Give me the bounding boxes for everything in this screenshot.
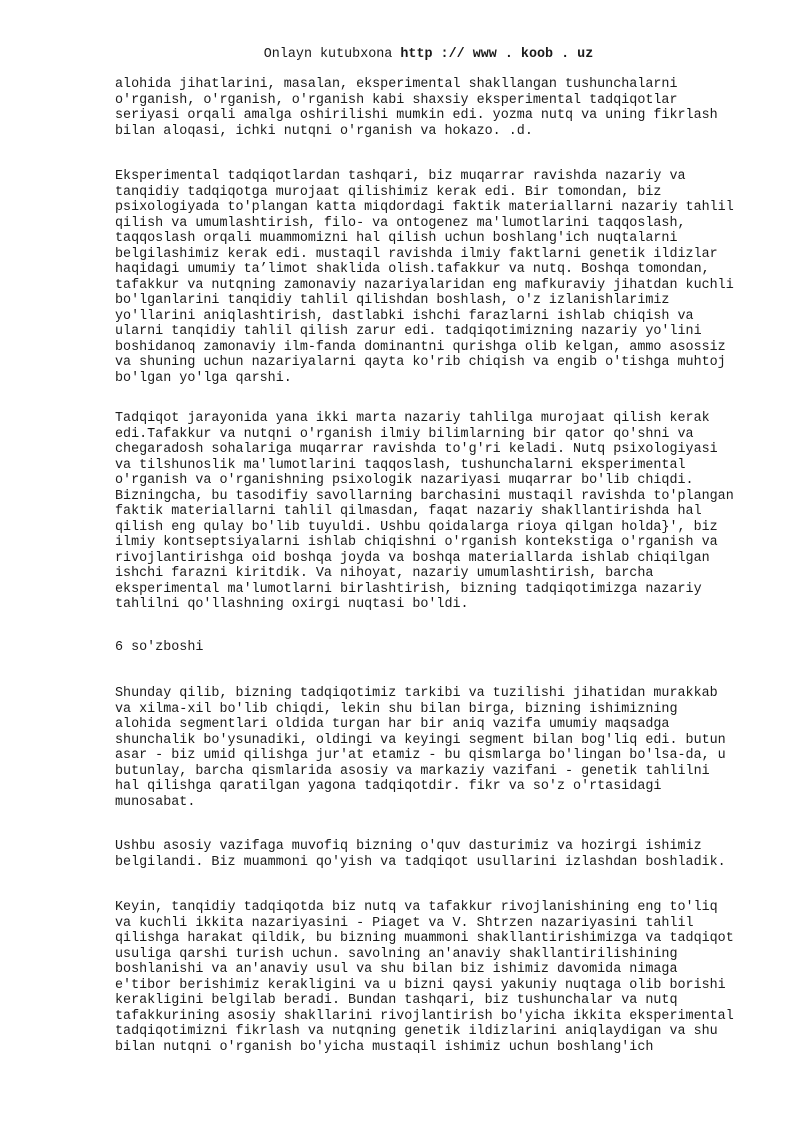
paragraph-6: Keyin, tanqidiy tadqiqotda biz nutq va tafakkur rivojlanishining eng to'liq va kuchli ikkita nazariyasini - Piaget va V. Shtrzen nazariyasini tahlil qilishga harakat qildik, bu bizning muammoni shakllantirishimizga va tadqiqot usuliga qarshi turish uchun. savolning an'anaviy shakllantirilishining boshlanishi va an'anaviy usul va shu bilan biz ishimiz davomida nimaga e'tibor berishimiz kerakligini va u bizni qaysi yakuniy nuqtaga olib borishi kerakligini belgilab beradi. Bundan tashqari, biz tushunchalar va nutq tafakkurining asosiy shakllarini rivojlantirish bo'yicha ikkita eksperimental tadqiqotimizni fikrlash va nutqning genetik ildizlarini aniqlaydigan va shu bilan nutqni o'rganish bo'yicha mustaqil ishimiz uchun boshlang'ich: [115, 900, 734, 1055]
paragraph-2: Eksperimental tadqiqotlardan tashqari, biz muqarrar ravishda nazariy va tanqidiy tadqiqotga murojaat qilishimiz kerak edi. Bir tomondan, biz psixologiyada to'plangan katta miqdordagi faktik materiallarni nazariy tahlil qilish va umumlashtirish, filo- va ontogenez ma'lumotlarini taqqoslash, taqqoslash orqali muammomizni hal qilish uchun boshlang'ich nuqtalarni belgilashimiz kerak edi. mustaqil ravishda ilmiy faktlarni genetik ildizlar haqidagi umumiy ta’limot shaklida olish.tafakkur va nutq. Boshqa tomondan, tafakkur va nutqning zamonaviy nazariyalaridan eng mafkuraviy jihatdan kuchli bo'lganlarini tanqidiy tahlil qilishdan boshlash, o'z izlanishlarimiz yo'llarini aniqlashtirish, dastlabki ishchi farazlarni ishlab chiqish va ularni tanqidiy tahlil qilish zarur edi. tadqiqotimizning nazariy yo'lini boshidanoq zamonaviy ilm-fanda dominantni qurishga olib kelgan, ammo asossiz va shuning uchun nazariyalarni qayta ko'rib chiqish va engib o'tishga muhtoj bo'lgan yo'lga qarshi.: [115, 169, 734, 386]
page-header: [0, 47, 800, 63]
paragraph-1: alohida jihatlarini, masalan, eksperimental shakllangan tushunchalarni o'rganish, o'rganish, o'rganish kabi shaxsiy eksperimental tadqiqotlar seriyasi orqali amalga oshirilishi mumkin edi. yozma nutq va uning fikrlash bilan aloqasi, ichki nutqni o'rganish va hokazo. .d.: [115, 77, 718, 139]
section-heading: 6 so'zboshi: [115, 640, 204, 655]
paragraph-4: Shunday qilib, bizning tadqiqotimiz tarkibi va tuzilishi jihatidan murakkab va xilma-xil bo'lib chiqdi, lekin shu bilan birga, bizning ishimizning alohida segmentlari oldida turgan har bir aniq vazifa umumiy maqsadga shunchalik bo'ysunadiki, oldingi va keyingi segment bilan bog'liq edi. butun asar - biz umid qilishga jur'at etamiz - bu qismlarga bo'lingan bo'lsa-da, u butunlay, barcha qismlarida asosiy va markaziy vazifani - genetik tahlilni hal qilishga qaratilgan yagona tadqiqotdir. fikr va so'z o'rtasidagi munosabat.: [115, 686, 726, 810]
paragraph-3: Tadqiqot jarayonida yana ikki marta nazariy tahlilga murojaat qilish kerak edi.Tafakkur va nutqni o'rganish ilmiy bilimlarning bir qator qo'shni va chegaradosh sohalariga muqarrar ravishda to'g'ri keladi. Nutq psixologiyasi va tilshunoslik ma'lumotlarini taqqoslash, tushunchalarni eksperimental o'rganish va o'rganishning psixologik nazariyasi muqarrar bo'lib chiqdi. Bizningcha, bu tasodifiy savollarning barchasini mustaqil ravishda to'plangan faktik materiallarni tahlil qilmasdan, faqat nazariy shakllantirishda hal qilish eng qulay bo'lib tuyuldi. Ushbu qoidalarga rioya qilgan holda}', biz ilmiy kontseptsiyalarni ishlab chiqishni o'rganish kontekstiga o'rganish va rivojlantirishga oid boshqa joyda va boshqa materiallarda ishlab chiqilgan ishchi farazni kiritdik. Va nihoyat, nazariy umumlashtirish, barcha eksperimental ma'lumotlarni birlashtirish, bizning tadqiqotimizga nazariy tahlilni qo'llashning oxirgi nuqtasi bo'ldi.: [115, 411, 734, 612]
header-site-name: Onlayn kutubxona: [263, 47, 401, 62]
header-url: http :// www . koob . uz: [400, 47, 594, 62]
paragraph-5: Ushbu asosiy vazifaga muvofiq bizning o'quv dasturimiz va hozirgi ishimiz belgilandi. Biz muammoni qo'yish va tadqiqot usullarini izlashdan boshladik.: [115, 839, 726, 870]
